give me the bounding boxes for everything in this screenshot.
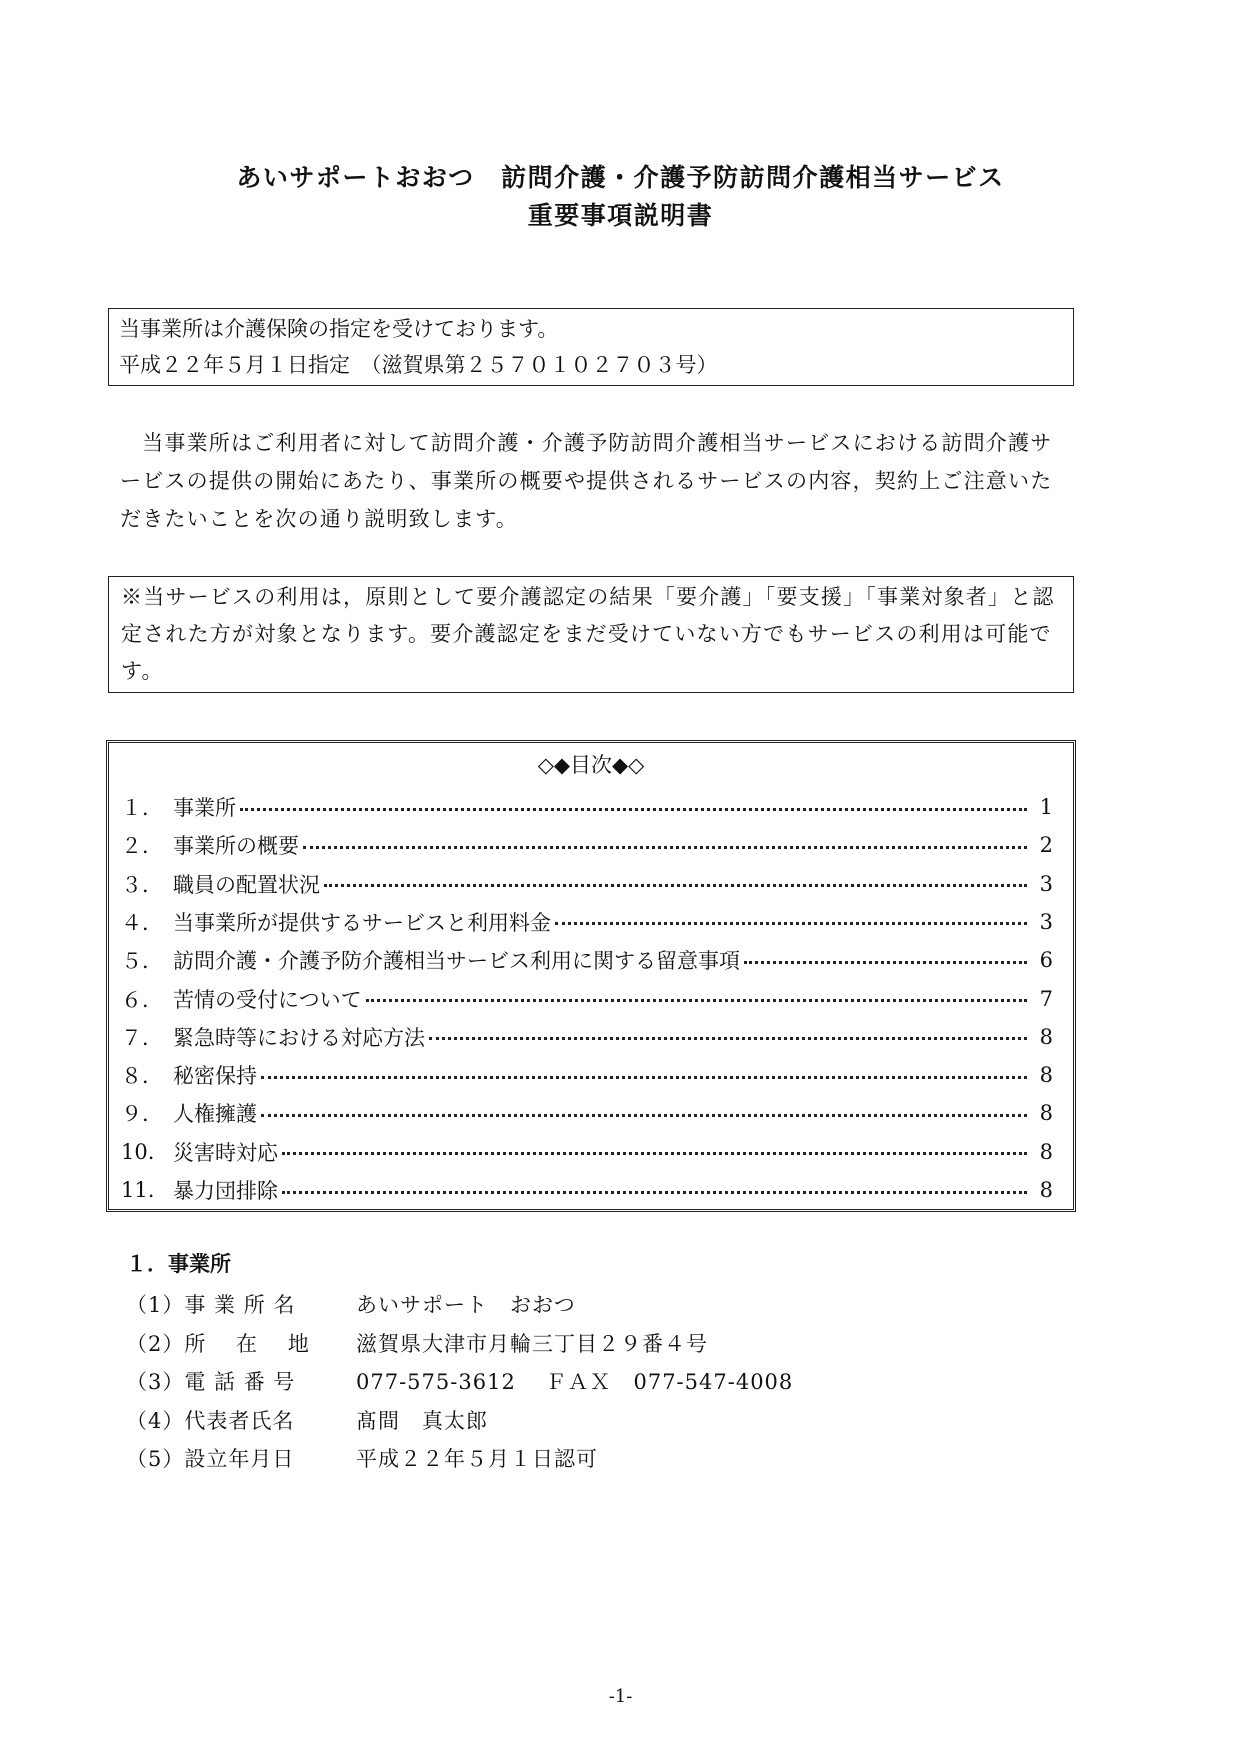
toc-item-page: 8	[1039, 1024, 1053, 1049]
toc-item-page: 3	[1039, 909, 1053, 934]
toc-item-label: 職員の配置状況	[173, 872, 320, 897]
toc-item-label: 秘密保持	[173, 1064, 257, 1089]
toc-item-page: 7	[1039, 986, 1053, 1011]
toc-leader-dots	[261, 1114, 1027, 1117]
toc-item-page: 8	[1039, 1178, 1053, 1202]
toc-item	[121, 1172, 1061, 1208]
toc-leader-dots	[303, 846, 1027, 849]
toc-item-number: 10.	[121, 1139, 155, 1164]
toc-item-label: 災害時対応	[173, 1140, 278, 1165]
toc-leader-dots	[240, 808, 1027, 811]
toc-item-number: ２．	[121, 834, 163, 859]
toc-item	[121, 827, 1061, 863]
toc-item-number: ４．	[121, 910, 163, 935]
toc-item-label: 訪問介護・介護予防介護相当サービス利用に関する留意事項	[173, 949, 740, 974]
toc-item-page: 8	[1039, 1101, 1053, 1126]
toc-item-label: 当事業所が提供するサービスと利用料金	[173, 910, 551, 935]
office-info-value: 滋賀県大津市月輪三丁目２９番４号	[356, 1331, 708, 1356]
office-info-value: 髙間 真太郎	[356, 1408, 488, 1433]
toc-item-page: 8	[1039, 1139, 1053, 1164]
toc-item	[121, 1134, 1061, 1170]
toc-item	[121, 1019, 1061, 1055]
toc-item	[121, 1095, 1061, 1131]
toc-leader-dots	[744, 961, 1027, 964]
document-title-line2: 重要事項説明書	[527, 201, 714, 230]
toc-item-label: 事業所の概要	[173, 834, 299, 859]
notice-box	[108, 576, 1074, 693]
office-info-label: （1）事 業 所 名	[126, 1293, 296, 1317]
office-info-value: 平成２２年５月１日認可	[356, 1447, 598, 1471]
office-info-label: （4）代表者氏名	[126, 1408, 295, 1433]
toc-leader-dots	[282, 1152, 1027, 1155]
office-info-label: （5）設立年月日	[126, 1447, 295, 1471]
toc-item-label: 人権擁護	[173, 1102, 257, 1127]
toc-item-number: １．	[121, 796, 163, 820]
page-number: -1-	[608, 1686, 633, 1707]
toc-item-label: 苦情の受付について	[173, 987, 362, 1012]
office-info-value: あいサポート おおつ	[356, 1293, 576, 1317]
office-info-row	[126, 1325, 708, 1361]
toc-item-page: 8	[1039, 1063, 1053, 1088]
table-of-contents	[106, 740, 1076, 1212]
document-title-line1: あいサポートおおつ 訪問介護・介護予防訪問介護相当サービス	[236, 163, 1005, 192]
office-info-value: 077-575-3612 ＦＡＸ 077-547-4008	[356, 1370, 794, 1394]
toc-item	[121, 904, 1061, 940]
toc-item	[121, 789, 1061, 825]
toc-leader-dots	[324, 884, 1027, 887]
toc-item	[121, 981, 1061, 1017]
toc-item-number: ３．	[121, 872, 163, 897]
toc-item-number: ７．	[121, 1025, 163, 1050]
toc-item-page: 2	[1039, 833, 1053, 858]
toc-item-label: 緊急時等における対応方法	[173, 1025, 425, 1050]
toc-leader-dots	[282, 1191, 1027, 1194]
office-info-label: （2）所 在 地	[126, 1331, 310, 1356]
toc-item-number: 11.	[121, 1178, 155, 1202]
toc-heading: ◇◆目次◆◇	[537, 753, 645, 777]
office-info-label: （3）電 話 番 号	[126, 1370, 296, 1394]
intro-paragraph: 当事業所はご利用者に対して訪問介護・介護予防訪問介護相当サービスにおける訪問介護サービスの提供の開始にあたり、事業所の概要や提供されるサービスの内容，契約上ご注意いただきたいことを次の通り説明致します。	[120, 431, 1053, 531]
office-info-row	[126, 1286, 576, 1322]
office-info-row	[126, 1363, 793, 1399]
toc-item-label: 暴力団排除	[173, 1179, 278, 1203]
toc-item-page: 1	[1039, 795, 1053, 819]
toc-item-number: ６．	[121, 987, 163, 1012]
toc-leader-dots	[366, 999, 1027, 1002]
toc-item-page: 6	[1039, 948, 1053, 973]
designation-line1: 当事業所は介護保険の指定を受けております。	[119, 317, 559, 341]
toc-leader-dots	[429, 1037, 1027, 1040]
toc-item	[121, 866, 1061, 902]
office-info-row	[126, 1440, 598, 1476]
toc-leader-dots	[555, 922, 1027, 925]
section1-heading: １．事業所	[126, 1252, 231, 1276]
designation-box	[108, 308, 1074, 386]
toc-item	[121, 942, 1061, 978]
designation-line2: 平成２２年５月１日指定 （滋賀県第２５７０１０２７０３号）	[119, 353, 718, 377]
toc-item	[121, 1057, 1061, 1093]
toc-item-number: ９．	[121, 1102, 163, 1127]
toc-item-label: 事業所	[173, 796, 236, 820]
notice-text: ※当サービスの利用は，原則として要介護認定の結果「要介護」「要支援」「事業対象者」と認定された方が対象となります。要介護認定をまだ受けていない方でもサービスの利用は可能です。	[121, 585, 1055, 683]
toc-item-page: 3	[1039, 871, 1053, 896]
office-info-row	[126, 1402, 488, 1438]
toc-item-number: ８．	[121, 1064, 163, 1089]
toc-item-number: ５．	[121, 949, 163, 974]
toc-leader-dots	[261, 1076, 1027, 1079]
